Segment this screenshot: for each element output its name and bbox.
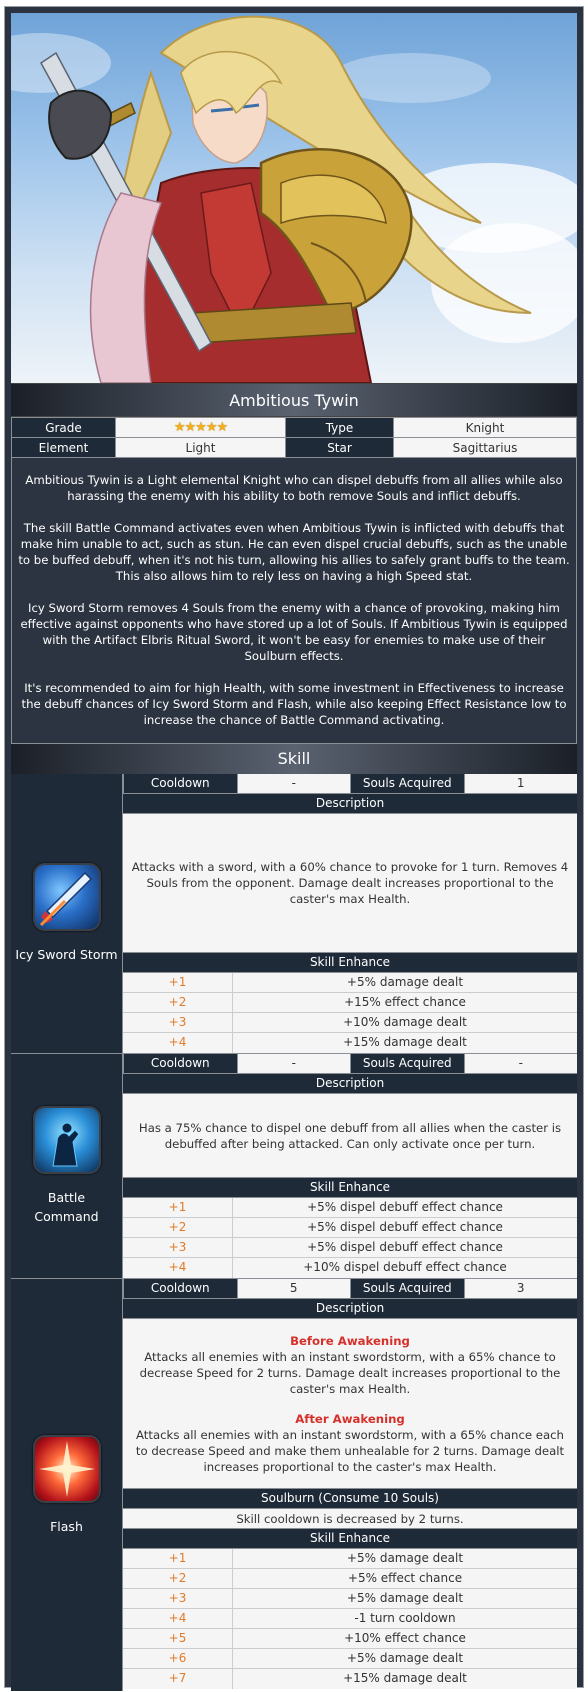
enhance-text: +15% damage dealt <box>233 1669 577 1689</box>
after-awakening-label: After Awakening <box>295 1411 405 1426</box>
element-value: Light <box>116 438 286 458</box>
enhance-level: +2 <box>123 993 233 1012</box>
before-awakening-text: Attacks all enemies with an instant swordstorm, with a 65% chance to decrease Speed for 2 turns. Damage dealt increases proportional to the caster's max Health. <box>139 1349 561 1396</box>
cooldown-value: - <box>237 774 351 794</box>
skill-description: Attacks with a sword, with a 60% chance to provoke for 1 turn. Removes 4 Souls from the opponent. Damage dealt increases proportional to the caster's max Health. <box>123 814 577 953</box>
skill-stats-row <box>123 1054 577 1074</box>
enhance-row <box>123 1218 577 1238</box>
enhance-row <box>123 1609 577 1629</box>
star-value: Sagittarius <box>394 438 577 458</box>
enhance-row <box>123 1649 577 1669</box>
skill-name: Flash <box>50 1518 83 1534</box>
skill-name-cell <box>11 1054 123 1278</box>
skill-description <box>123 1319 577 1489</box>
enhance-row <box>123 973 577 993</box>
soulburn-text: Skill cooldown is decreased by 2 turns. <box>123 1509 577 1529</box>
enhance-row <box>123 1238 577 1258</box>
page-frame <box>4 6 584 1688</box>
enhance-row <box>123 1033 577 1053</box>
cooldown-label: Cooldown <box>123 774 237 794</box>
enhance-level: +3 <box>123 1589 233 1608</box>
enhance-row <box>123 1629 577 1649</box>
skill-name-cell <box>11 1279 123 1691</box>
enhance-text: +5% damage dealt <box>233 1589 577 1608</box>
enhance-level: +2 <box>123 1569 233 1588</box>
enhance-text: +10% dispel debuff effect chance <box>233 1258 577 1278</box>
enhance-row <box>123 993 577 1013</box>
enhance-header: Skill Enhance <box>123 1178 577 1198</box>
flash-icon <box>33 1435 101 1503</box>
enhance-level: +2 <box>123 1218 233 1237</box>
after-awakening-text: Attacks all enemies with an instant swordstorm, with a 65% chance each to decrease Speed and make them unhealable for 2 turns. Damage dealt increases proportional to the caster's max Health. <box>135 1427 565 1474</box>
star-rating-icon: ★★★★★ <box>173 420 228 435</box>
enhance-level: +1 <box>123 1549 233 1568</box>
enhance-level: +1 <box>123 973 233 992</box>
content <box>11 13 577 1683</box>
description-header: Description <box>123 794 577 814</box>
skill-details <box>123 1279 577 1691</box>
enhance-text: +5% dispel debuff effect chance <box>233 1238 577 1257</box>
enhance-row <box>123 1549 577 1569</box>
enhance-text: +5% damage dealt <box>233 973 577 992</box>
enhance-header: Skill Enhance <box>123 1529 577 1549</box>
enhance-text: +5% dispel debuff effect chance <box>233 1198 577 1217</box>
skill-section-title: Skill <box>11 744 577 774</box>
enhance-text: +15% effect chance <box>233 993 577 1012</box>
icy-sword-icon <box>33 863 101 931</box>
grade-value <box>116 418 286 438</box>
enhance-level: +7 <box>123 1669 233 1689</box>
hero-description <box>11 458 577 744</box>
enhance-text: +15% damage dealt <box>233 1033 577 1053</box>
souls-value: - <box>464 1054 578 1074</box>
enhance-text: +10% effect chance <box>233 1629 577 1648</box>
enhance-row <box>123 1198 577 1218</box>
hero-illustration <box>11 13 577 383</box>
enhance-level: +6 <box>123 1649 233 1668</box>
enhance-text: +5% dispel debuff effect chance <box>233 1218 577 1237</box>
souls-label: Souls Acquired <box>350 774 464 794</box>
skill-name-cell <box>11 774 123 1053</box>
enhance-row <box>123 1569 577 1589</box>
enhance-header: Skill Enhance <box>123 953 577 973</box>
skill-details <box>123 774 577 1053</box>
skill-flash <box>11 1279 577 1691</box>
enhance-text: +5% damage dealt <box>233 1549 577 1568</box>
type-value: Knight <box>394 418 577 438</box>
description-paragraph: It's recommended to aim for high Health, with some investment in Effectiveness to increase the debuff chances of Icy Sword Storm and Flash, while also keeping Effect Resistance low to increase the chance of Battle Command activating. <box>21 681 567 727</box>
souls-value: 3 <box>464 1279 578 1299</box>
souls-value: 1 <box>464 774 578 794</box>
enhance-level: +4 <box>123 1258 233 1278</box>
description-paragraph: Icy Sword Storm removes 4 Souls from the enemy with a chance of provoking, making him effective against opponents who have stored up a lot of Souls. If Ambitious Tywin is equipped with the Artifact Elbris Ritual Sword, it won't be easy for enemies to make use of their Soulburn effects. <box>20 601 568 663</box>
star-label: Star <box>286 438 394 458</box>
description-paragraph: Ambitious Tywin is a Light elemental Knight who can dispel debuffs from all allies while also harassing the enemy with his ability to both remove Souls and inflict debuffs. <box>25 473 563 503</box>
skill-battle-command <box>11 1054 577 1279</box>
description-header: Description <box>123 1299 577 1319</box>
cooldown-value: 5 <box>237 1279 351 1299</box>
description-header: Description <box>123 1074 577 1094</box>
character-art <box>11 13 577 383</box>
skill-stats-row <box>123 1279 577 1299</box>
skill-name: Icy Sword Storm <box>15 947 118 962</box>
skill-description: Has a 75% chance to dispel one debuff from all allies when the caster is debuffed after being attacked. Can only activate once per turn. <box>123 1094 577 1178</box>
grade-label: Grade <box>12 418 116 438</box>
enhance-level: +3 <box>123 1238 233 1257</box>
enhance-row <box>123 1013 577 1033</box>
before-awakening-label: Before Awakening <box>290 1333 410 1348</box>
souls-label: Souls Acquired <box>350 1279 464 1299</box>
enhance-row <box>123 1669 577 1689</box>
cooldown-label: Cooldown <box>123 1054 237 1074</box>
cooldown-label: Cooldown <box>123 1279 237 1299</box>
enhance-text: +5% damage dealt <box>233 1649 577 1668</box>
enhance-level: +3 <box>123 1013 233 1032</box>
enhance-text: +10% damage dealt <box>233 1013 577 1032</box>
enhance-level: +4 <box>123 1033 233 1053</box>
type-label: Type <box>286 418 394 438</box>
enhance-row <box>123 1258 577 1278</box>
element-label: Element <box>12 438 116 458</box>
skill-details <box>123 1054 577 1278</box>
enhance-row <box>123 1589 577 1609</box>
enhance-text: +5% effect chance <box>233 1569 577 1588</box>
enhance-text: -1 turn cooldown <box>233 1609 577 1628</box>
description-paragraph: The skill Battle Command activates even when Ambitious Tywin is inflicted with debuffs that make him unable to act, such as stun. He can even dispel crucial debuffs, such as the unable to be buffed debuff, when it's not his turn, allowing his allies to safely grant buffs to the team. This also allows him to rely less on having a high Speed stat. <box>18 521 570 583</box>
enhance-level: +5 <box>123 1629 233 1648</box>
soulburn-header: Soulburn (Consume 10 Souls) <box>123 1489 577 1509</box>
skill-stats-row <box>123 774 577 794</box>
battle-command-icon <box>33 1106 101 1174</box>
skill-name-line2: Command <box>34 1209 99 1224</box>
hero-name: Ambitious Tywin <box>11 383 577 417</box>
enhance-level: +4 <box>123 1609 233 1628</box>
hero-info-table <box>11 417 577 458</box>
enhance-level: +1 <box>123 1198 233 1217</box>
souls-label: Souls Acquired <box>350 1054 464 1074</box>
cooldown-value: - <box>237 1054 351 1074</box>
skill-icy-sword-storm <box>11 774 577 1054</box>
skill-name-line1: Battle <box>47 1190 86 1205</box>
